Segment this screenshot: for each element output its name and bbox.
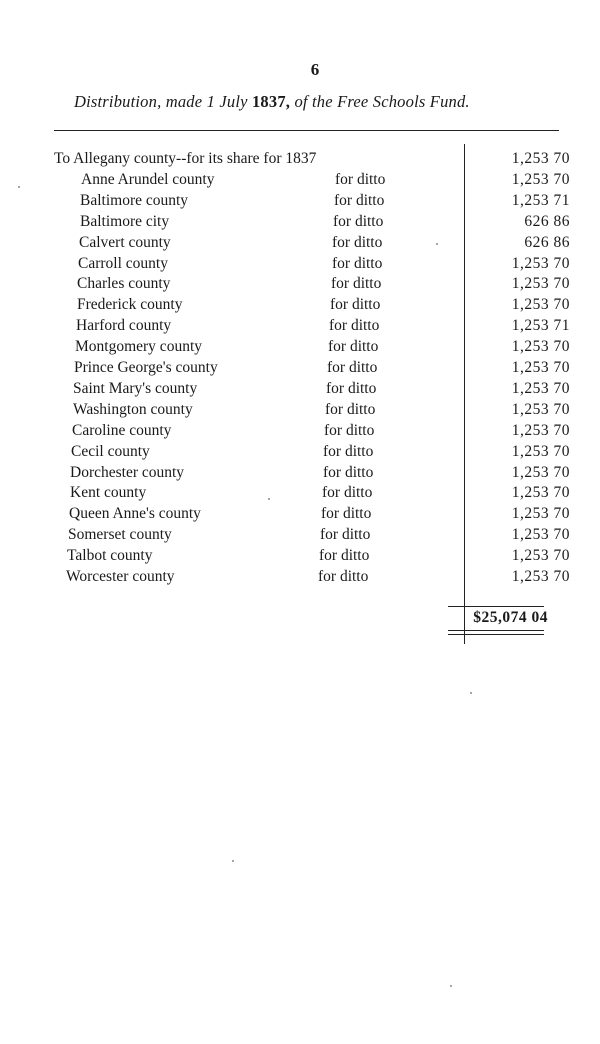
- table-row: [0, 505, 600, 526]
- amount: 1,253 70: [511, 484, 570, 501]
- amount: 1,253 70: [511, 275, 570, 292]
- amount: 1,253 70: [511, 568, 570, 585]
- table-row: [0, 171, 600, 192]
- amount: 1,253 70: [511, 359, 570, 376]
- amount: 626 86: [524, 213, 570, 230]
- county-name: Montgomery county: [75, 338, 202, 355]
- county-name: Prince George's county: [74, 359, 218, 376]
- ditto-text: for ditto: [318, 568, 369, 585]
- ditto-text: for ditto: [323, 464, 374, 481]
- county-name: Somerset county: [68, 526, 172, 543]
- ditto-text: for ditto: [320, 526, 371, 543]
- table-row: [0, 359, 600, 380]
- table-row: [0, 443, 600, 464]
- amount: 1,253 70: [511, 422, 570, 439]
- ditto-text: for ditto: [328, 338, 379, 355]
- table-row: [0, 192, 600, 213]
- amount: 1,253 70: [511, 171, 570, 188]
- ditto-text: for ditto: [333, 213, 384, 230]
- county-name: Charles county: [77, 275, 171, 292]
- amount: 1,253 70: [511, 464, 570, 481]
- county-name: Queen Anne's county: [69, 505, 201, 522]
- amount: 1,253 70: [511, 380, 570, 397]
- table-row: [0, 275, 600, 296]
- heading-year: 1837,: [251, 92, 291, 111]
- county-name: Baltimore county: [80, 192, 189, 209]
- amount: 626 86: [524, 234, 570, 251]
- table-row: [0, 422, 600, 443]
- ditto-text: for ditto: [335, 171, 386, 188]
- ditto-text: for ditto: [331, 275, 382, 292]
- amount: 1,253 70: [511, 505, 570, 522]
- heading-part1: Distribution, made 1 July: [74, 92, 248, 111]
- first-row-amount: 1,253 70: [511, 150, 570, 167]
- ditto-text: for ditto: [324, 422, 375, 439]
- county-name: Worcester county: [66, 568, 175, 585]
- ditto-text: for ditto: [326, 380, 377, 397]
- amount: 1,253 70: [511, 547, 570, 564]
- ditto-text: for ditto: [332, 255, 383, 272]
- county-name: Caroline county: [72, 422, 172, 439]
- ditto-text: for ditto: [325, 401, 376, 418]
- paper-speck: [470, 692, 472, 694]
- page-heading: [74, 92, 564, 112]
- table-row: [0, 296, 600, 317]
- amount: 1,253 71: [511, 317, 570, 334]
- table-row: [0, 255, 600, 276]
- paper-speck: [18, 186, 20, 188]
- ditto-text: for ditto: [334, 192, 385, 209]
- table-row: [0, 526, 600, 547]
- heading-part2: of the Free Schools Fund.: [294, 92, 470, 111]
- county-name: Saint Mary's county: [73, 380, 198, 397]
- table-row: [0, 401, 600, 422]
- total-rule-bottom: [448, 630, 544, 635]
- total-rule-top: [448, 606, 544, 607]
- table-row: [0, 338, 600, 359]
- county-name: Baltimore city: [80, 213, 170, 230]
- top-rule: [54, 130, 559, 131]
- table-row: [0, 568, 600, 589]
- amount: 1,253 70: [511, 255, 570, 272]
- county-name: Kent county: [70, 484, 147, 501]
- ditto-text: for ditto: [321, 505, 372, 522]
- page-number: 6: [310, 60, 320, 79]
- amount: 1,253 70: [511, 338, 570, 355]
- county-name: Carroll county: [78, 255, 168, 272]
- grand-total: $25,074 04: [473, 609, 548, 626]
- table-row-first: [0, 150, 600, 171]
- ditto-text: for ditto: [322, 484, 373, 501]
- paper-speck: [232, 860, 234, 862]
- table-row: [0, 213, 600, 234]
- county-name: Anne Arundel county: [81, 171, 215, 188]
- table-row: [0, 464, 600, 485]
- amount: 1,253 71: [511, 192, 570, 209]
- table-row: [0, 234, 600, 255]
- ditto-text: for ditto: [327, 359, 378, 376]
- first-row-label: To Allegany county--for its share for 1837: [54, 150, 317, 167]
- county-name: Frederick county: [77, 296, 183, 313]
- ditto-text: for ditto: [329, 317, 380, 334]
- paper-speck: [268, 498, 270, 500]
- table-row: [0, 547, 600, 568]
- table-row: [0, 484, 600, 505]
- county-name: Calvert county: [79, 234, 171, 251]
- county-name: Dorchester county: [70, 464, 185, 481]
- table-row: [0, 317, 600, 338]
- county-name: Washington county: [73, 401, 193, 418]
- ditto-text: for ditto: [332, 234, 383, 251]
- county-name: Talbot county: [67, 547, 153, 564]
- paper-speck: [450, 985, 452, 987]
- paper-speck: [436, 243, 438, 245]
- county-name: Harford county: [76, 317, 172, 334]
- ditto-text: for ditto: [319, 547, 370, 564]
- amount: 1,253 70: [511, 443, 570, 460]
- ditto-text: for ditto: [330, 296, 381, 313]
- amount: 1,253 70: [511, 296, 570, 313]
- amount: 1,253 70: [511, 526, 570, 543]
- ditto-text: for ditto: [323, 443, 374, 460]
- county-name: Cecil county: [71, 443, 150, 460]
- table-row: [0, 380, 600, 401]
- amount: 1,253 70: [511, 401, 570, 418]
